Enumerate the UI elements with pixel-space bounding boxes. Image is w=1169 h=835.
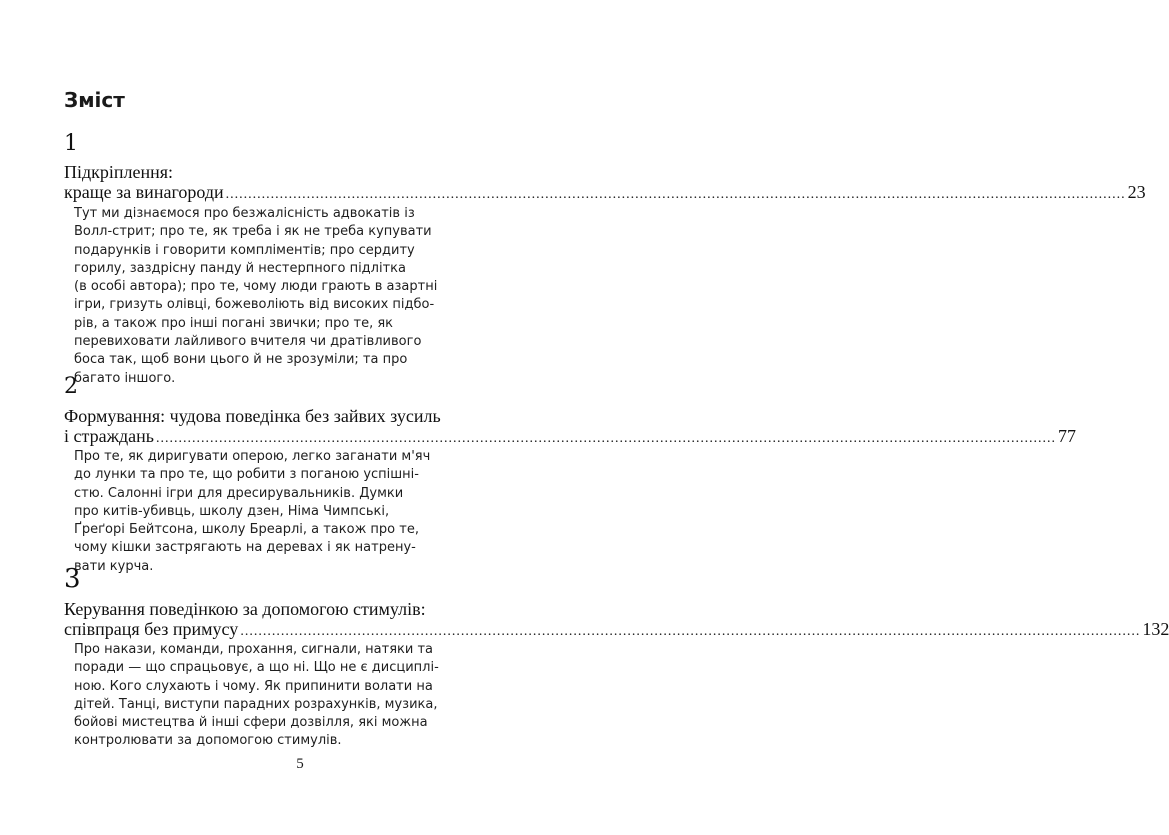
chapter-description	[74, 205, 504, 388]
page-title: Зміст	[64, 88, 125, 112]
description-line: Тут ми дізнаємося про безжалісність адвокатів із	[74, 206, 415, 221]
description-line: перевиховати лайливого вчителя чи дратівливого	[74, 334, 422, 350]
chapter-page-number: 23	[1127, 182, 1146, 202]
description-line: бойові мистецтва й інші сфери дозвілля, які можна	[74, 715, 428, 731]
chapter-number: 1	[64, 131, 78, 156]
dot-leader: ........................................................................................................................................................................................................	[156, 431, 1056, 446]
chapter-heading	[64, 406, 1076, 449]
description-line: дітей. Танці, виступи парадних розрахунків, музика,	[74, 696, 438, 712]
chapter-page-number: 132	[1142, 619, 1169, 639]
description-line: поради — що спрацьовує, а що ні. Що не є дисциплі-	[74, 660, 439, 676]
toc-entry	[64, 182, 1146, 205]
description-line: горилу, заздрісну панду й нестерпного підлітка	[74, 260, 406, 276]
description-line: стю. Салонні ігри для дресирувальників. Думки	[74, 485, 404, 501]
description-line: боса так, щоб вони цього й не зрозуміли; та про	[74, 352, 408, 368]
description-line: Про те, як диригувати оперою, легко заганати м'яч	[74, 449, 431, 464]
chapter-title-line: співпраця без примусу	[64, 619, 239, 639]
chapter-number: 2	[64, 374, 78, 399]
description-line: ігри, гризуть олівці, божеволіють від високих підбо-	[74, 297, 435, 313]
chapter-title-line: Керування поведінкою за допомогою стимулів:	[64, 599, 426, 619]
description-line: контролювати за допомогою стимулів.	[74, 733, 342, 749]
dot-leader: ........................................................................................................................................................................................................	[240, 624, 1141, 639]
description-line: до лунки та про те, що робити з поганою успішні-	[74, 467, 419, 483]
description-line: вати курча.	[74, 558, 154, 574]
description-line: (в особі автора); про те, чому люди грають в азартні	[74, 279, 438, 295]
toc-entry	[64, 619, 1169, 642]
dot-leader: ........................................................................................................................................................................................................	[225, 187, 1126, 202]
description-line: багато іншого.	[74, 370, 176, 386]
chapter-heading	[64, 162, 1146, 205]
chapter-description	[74, 641, 504, 751]
chapter-page-number: 77	[1058, 426, 1076, 446]
description-line: рів, а також про інші погані звички; про те, як	[74, 315, 394, 331]
chapter-title-line: Підкріплення:	[64, 162, 174, 182]
chapter-number: 3	[64, 564, 81, 594]
page-number: 5	[296, 756, 304, 772]
description-line: Про накази, команди, прохання, сигнали, натяки та	[74, 642, 433, 657]
description-line: Ґреґорі Бейтсона, школу Бреарлі, а також про те,	[74, 522, 419, 538]
chapter-description	[74, 448, 504, 576]
chapter-title-line: Формування: чудова поведінка без зайвих зусиль	[64, 406, 441, 426]
description-line: про китів-убивць, школу дзен, Німа Чимпські,	[74, 503, 390, 519]
toc-entry	[64, 426, 1076, 449]
chapter-title-line: і страждань	[64, 426, 154, 446]
chapter-title-line: краще за винагороди	[64, 182, 224, 202]
chapter-heading	[64, 599, 1169, 642]
description-line: ною. Кого слухають і чому. Як припинити волати на	[74, 678, 433, 694]
description-line: чому кішки застрягають на деревах і як натрену-	[74, 540, 416, 556]
description-line: подарунків і говорити компліментів; про сердиту	[74, 242, 415, 258]
description-line: Волл-стрит; про те, як треба і як не треба купувати	[74, 224, 432, 240]
